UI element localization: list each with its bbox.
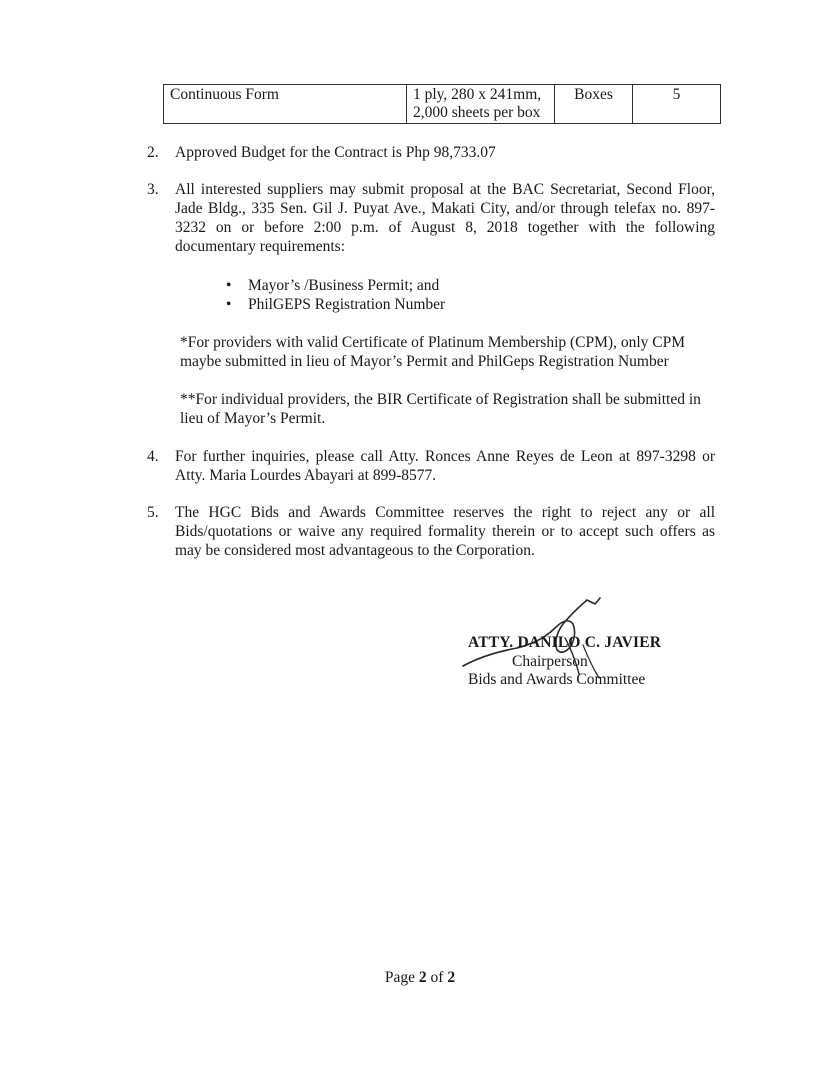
table-row <box>164 85 721 124</box>
footer-current-page: 2 <box>418 969 427 986</box>
bullet-icon: • <box>226 277 232 294</box>
item-qty-cell: 5 <box>633 85 721 124</box>
items-table <box>163 84 721 124</box>
signatory-committee: Bids and Awards Committee <box>468 671 646 688</box>
requirement-label: PhilGEPS Registration Number <box>248 296 446 313</box>
cpm-note: *For providers with valid Certificate of Platinum Membership (CPM), only CPM maybe submitted in lieu of Mayor’s Permit and PhilGeps Registration Number <box>180 334 685 370</box>
signatory-name: ATTY. DANILO C. JAVIER <box>468 634 662 651</box>
footer-middle: of <box>426 969 448 986</box>
item-spec-line2: 2,000 sheets per box <box>413 104 541 121</box>
item-4-number: 4. <box>147 448 159 465</box>
item-5-number: 5. <box>147 504 159 521</box>
list-item <box>226 276 445 295</box>
item-unit-cell: Boxes <box>555 85 633 124</box>
item-4-text: For further inquiries, please call Atty. Ronces Anne Reyes de Leon at 897-3298 or Atty. Maria Lourdes Abayari at 899-8577. <box>175 448 715 484</box>
footer-prefix: Page <box>384 969 419 986</box>
item-name-cell: Continuous Form <box>164 85 407 124</box>
page-footer <box>0 968 840 987</box>
item-spec-cell <box>407 85 555 124</box>
individual-providers-note: **For individual providers, the BIR Certificate of Registration shall be submitted in lieu of Mayor’s Permit. <box>180 391 701 427</box>
item-3-text: All interested suppliers may submit proposal at the BAC Secretariat, Second Floor, Jade Bldg., 335 Sen. Gil J. Puyat Ave., Makati City, and/or through telefax no. 897-3232 on or before 2:00 p.m. of August 8, 2018 together with the following documentary requirements: <box>175 181 715 255</box>
signatory-title: Chairperson <box>512 653 588 670</box>
requirements-list <box>226 276 445 314</box>
item-2-text: Approved Budget for the Contract is Php 98,733.07 <box>175 144 496 161</box>
item-spec-line1: 1 ply, 280 x 241mm, <box>413 86 542 103</box>
item-5-text: The HGC Bids and Awards Committee reserves the right to reject any or all Bids/quotations or waive any required formality therein or to accept such offers as may be considered most advantageous to the Corporation. <box>175 504 715 559</box>
item-3-number: 3. <box>147 181 159 198</box>
footer-total-pages: 2 <box>447 969 456 986</box>
requirement-label: Mayor’s /Business Permit; and <box>248 277 440 294</box>
item-2-number: 2. <box>147 144 159 161</box>
bullet-icon: • <box>226 296 232 313</box>
list-item <box>226 295 445 314</box>
